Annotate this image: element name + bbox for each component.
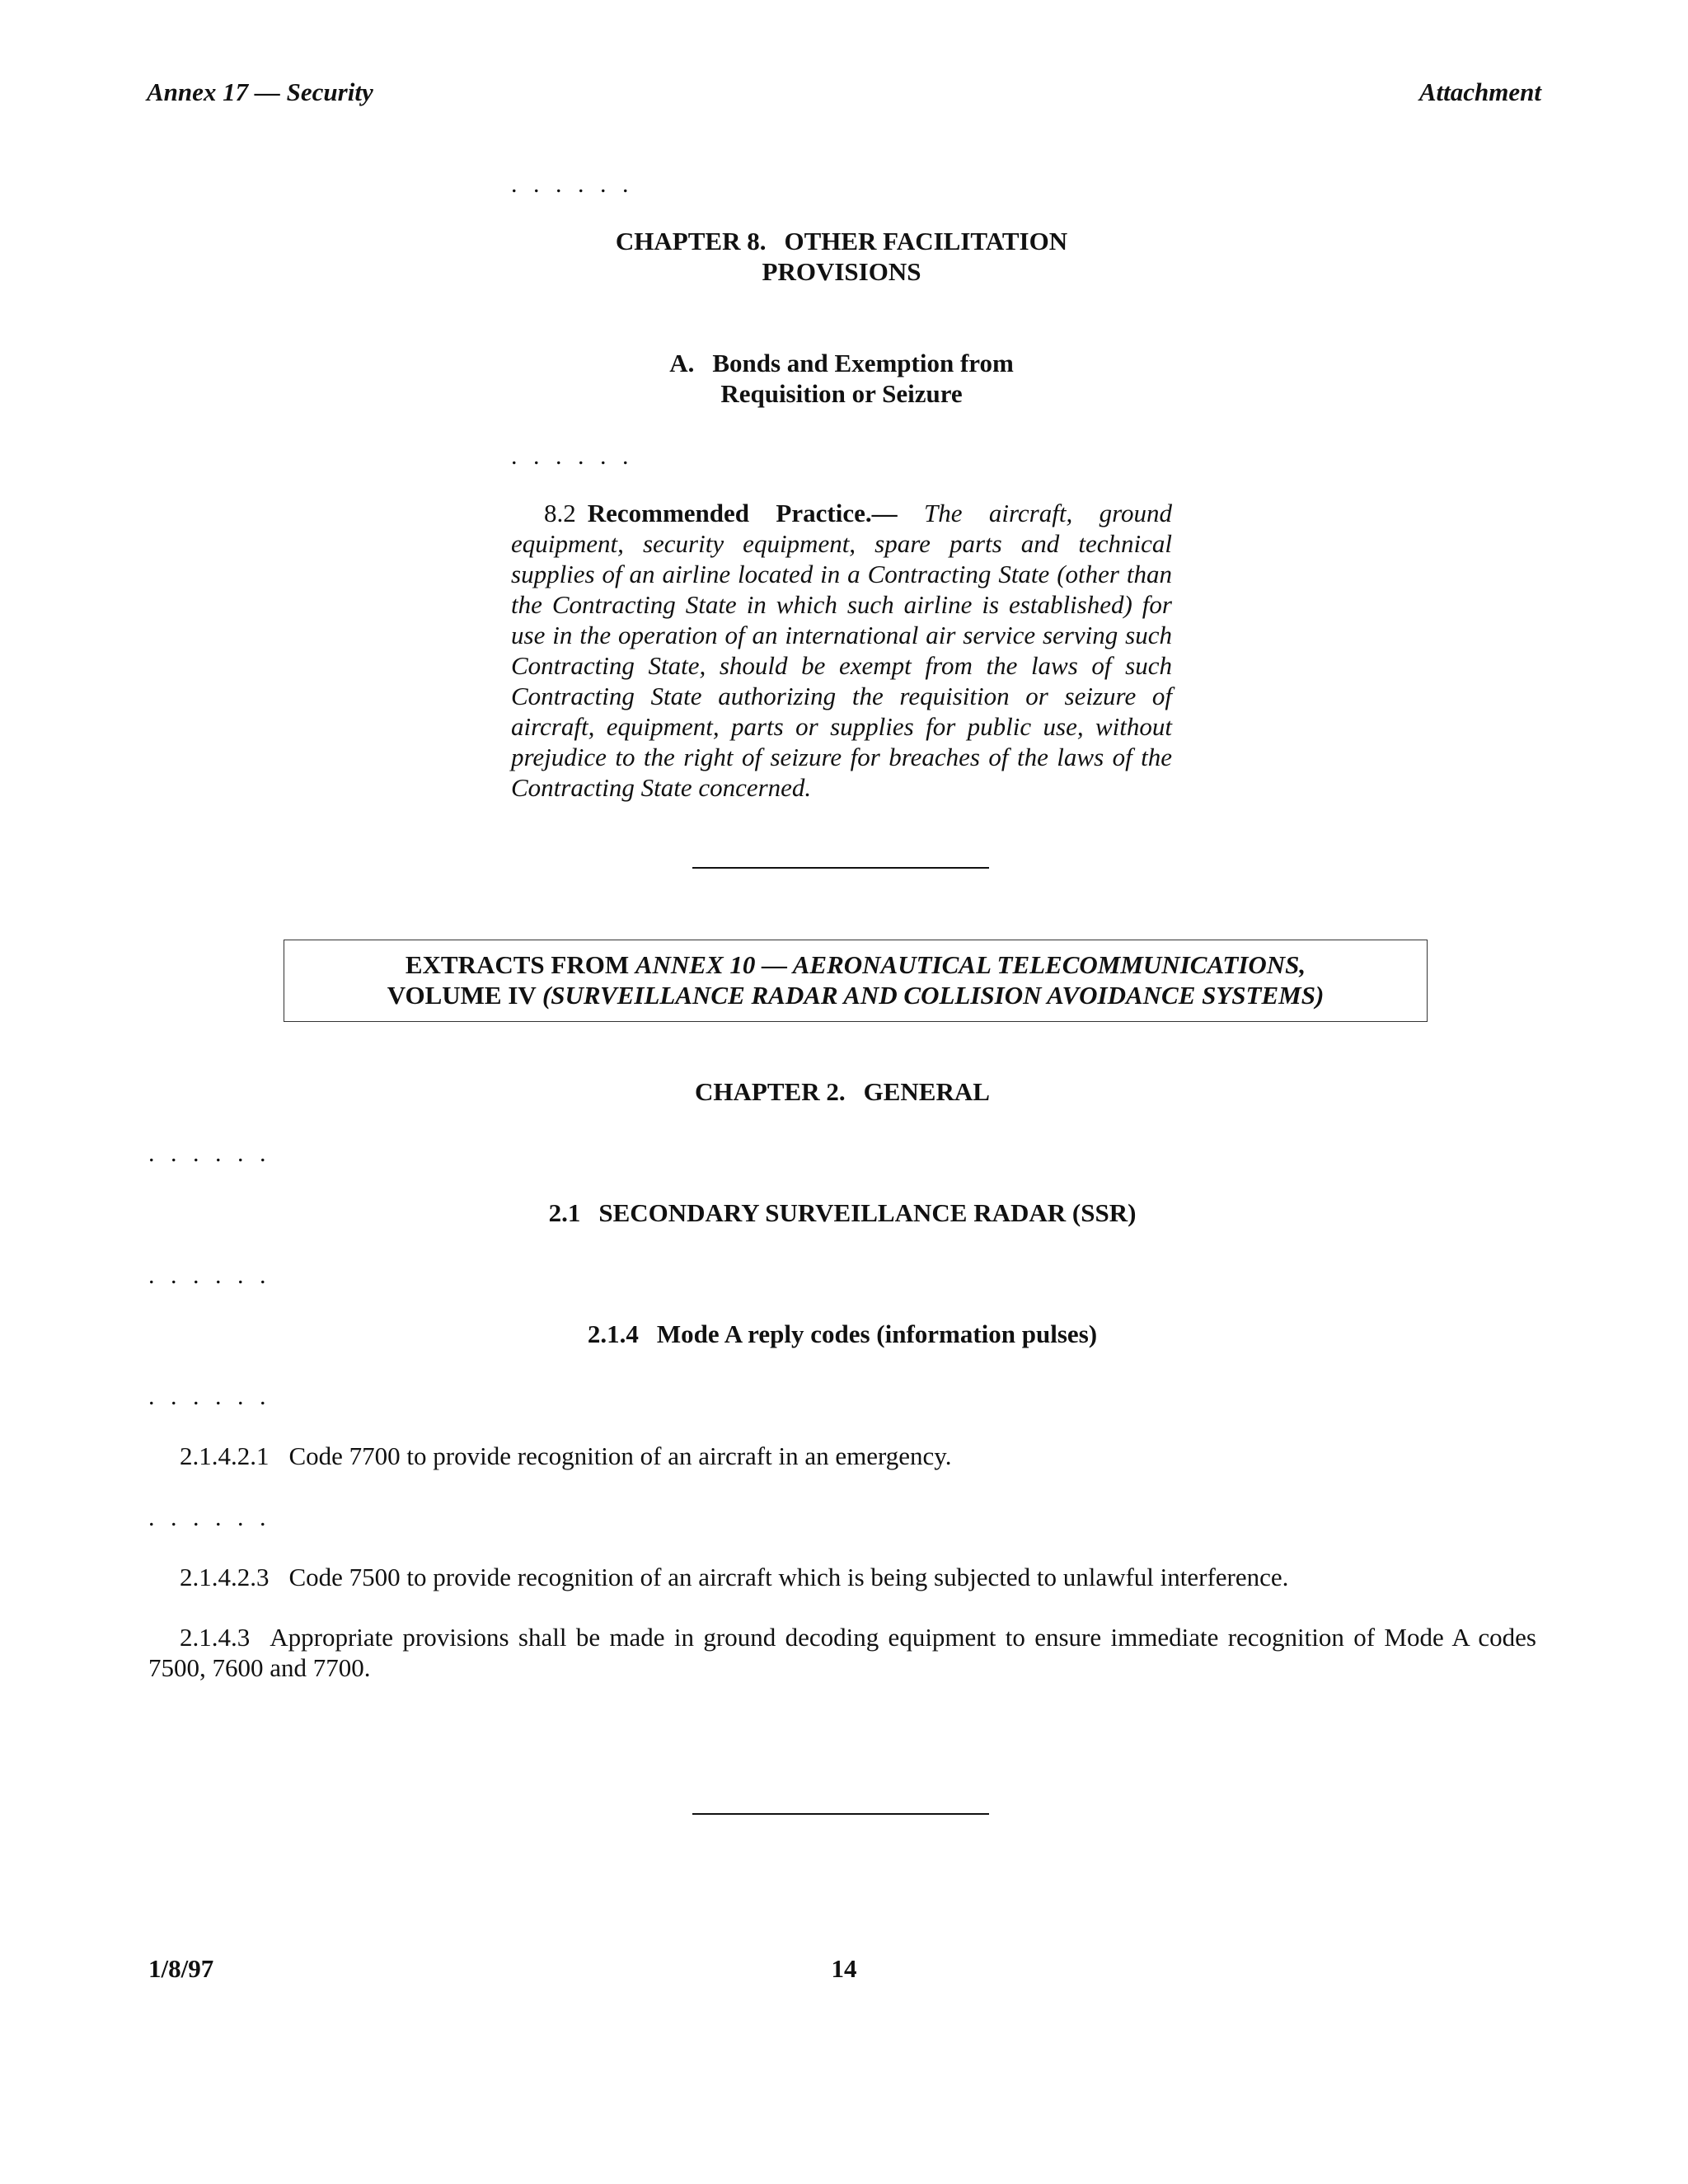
paragraph-2-1-4-3 [148,1622,1536,1683]
section-divider [692,1813,989,1815]
paragraph-text: The aircraft, ground equipment, security equipment, spare parts and technical supplies of an airline located in a Contracting State (other than the Contracting State in which such airline is established) for use in the operation of an international air service serving such Contracting State, should be exempt from the laws of such Contracting State authorizing the requisition or seizure of aircraft, equipment, parts or supplies for public use, without prejudice to the right of seizure for breaches of the laws of the Contracting State concerned. [511,499,1172,802]
ellipsis-marker: . . . . . . [148,1140,271,1167]
paragraph-2-1-4-2-3 [148,1562,1536,1592]
ellipsis-marker: . . . . . . [148,1504,271,1531]
chapter-title-line-2: PROVISIONS [762,257,921,286]
chapter-2-heading [148,1076,1536,1107]
extract-line-2-title: (SURVEILLANCE RADAR AND COLLISION AVOIDANCE SYSTEMS) [542,981,1325,1010]
extract-line-1-prefix: EXTRACTS FROM [405,950,630,979]
subsection-2-1-4-heading [148,1319,1536,1349]
running-header-right: Attachment [1418,77,1541,106]
paragraph-number: 2.1.4.2.1 [180,1441,270,1470]
chapter-title-line-1: OTHER FACILITATION [784,227,1068,255]
recommended-practice-8-2 [511,498,1172,803]
paragraph-number: 2.1.4.2.3 [180,1563,270,1591]
ellipsis-marker: . . . . . . [148,1383,271,1410]
paragraph-text: Appropriate provisions shall be made in ground decoding equipment to ensure immediate recognition of Mode A codes 7500, 7600 and 7700. [148,1623,1536,1682]
section-title: SECONDARY SURVEILLANCE RADAR (SSR) [598,1198,1137,1227]
paragraph-number: 2.1.4.3 [180,1623,251,1652]
annex-10-extract-box [284,940,1428,1022]
section-divider [692,867,989,869]
footer-date: 1/8/97 [148,1954,214,1983]
section-title-line-2: Requisition or Seizure [720,379,963,408]
extract-line-2-prefix: VOLUME IV [387,981,537,1010]
chapter-number: CHAPTER 8. [615,227,767,255]
section-title-line-1: Bonds and Exemption from [712,349,1014,377]
paragraph-number: 8.2 [544,499,576,527]
ellipsis-marker: . . . . . . [511,171,634,198]
chapter-number: CHAPTER 2. [695,1077,846,1106]
chapter-title: GENERAL [863,1077,990,1106]
page-number: 14 [831,1954,857,1983]
paragraph-2-1-4-2-1 [148,1441,1536,1471]
paragraph-text: Code 7500 to provide recognition of an aircraft which is being subjected to unlawful interference. [288,1563,1289,1591]
running-header-left: Annex 17 — Security [147,77,373,106]
section-a-heading [511,348,1172,409]
ellipsis-marker: . . . . . . [511,443,634,470]
ellipsis-marker: . . . . . . [148,1262,271,1289]
section-letter: A. [669,349,695,377]
section-number: 2.1 [548,1198,581,1227]
extract-line-1-title: ANNEX 10 — AERONAUTICAL TELECOMMUNICATIONS, [635,950,1306,979]
paragraph-label: Recommended Practice.— [587,499,898,527]
subsection-number: 2.1.4 [587,1319,639,1348]
section-2-1-heading [148,1197,1536,1228]
subsection-title: Mode A reply codes (information pulses) [656,1319,1098,1348]
paragraph-text: Code 7700 to provide recognition of an aircraft in an emergency. [288,1441,952,1470]
chapter-8-heading [511,226,1172,287]
